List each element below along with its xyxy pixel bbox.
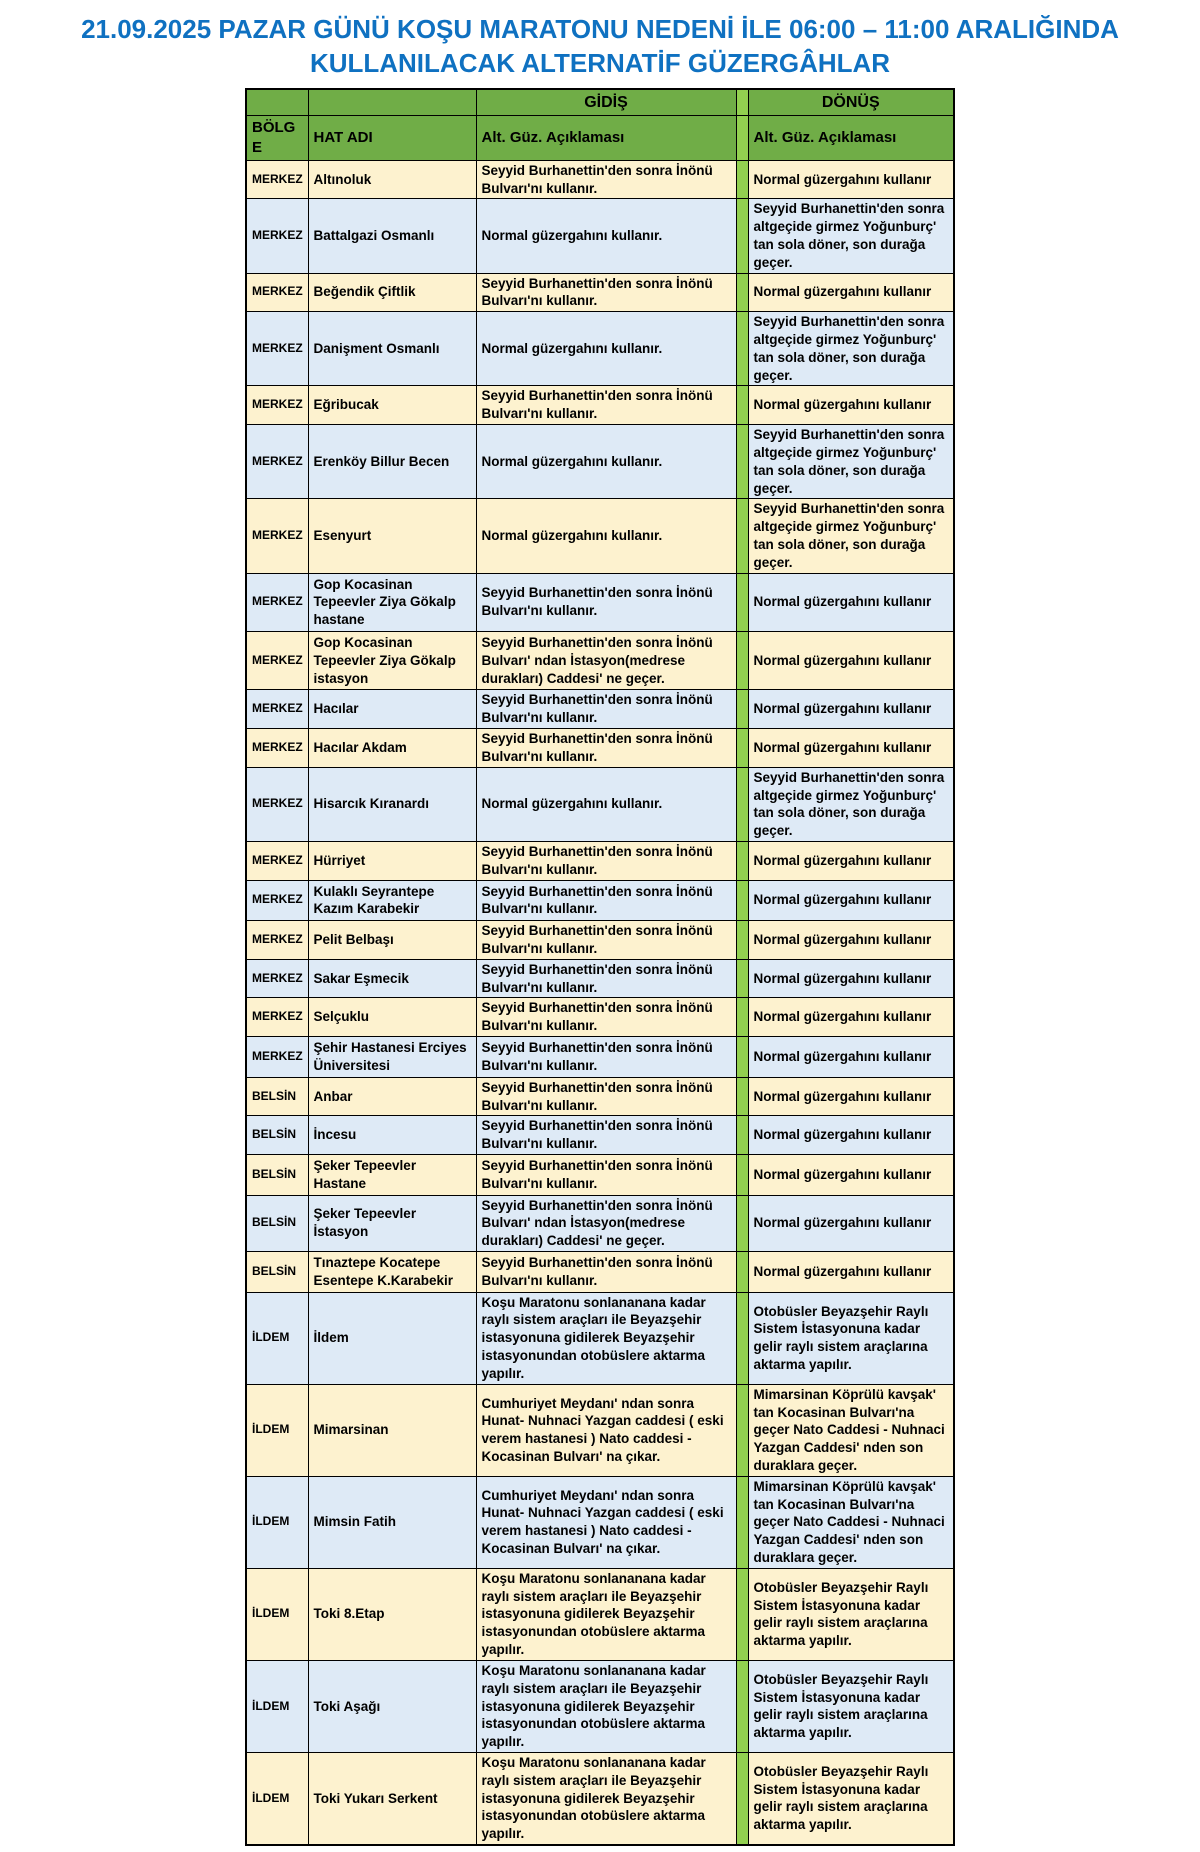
table-row xyxy=(246,573,954,631)
gidis-aciklama-cell: Seyyid Burhanettin'den sonra İnönü Bulvarı'nı kullanır. xyxy=(476,921,736,960)
hat-adi-cell: Kulaklı Seyrantepe Kazım Karabekir xyxy=(308,880,476,921)
column-separator xyxy=(736,841,748,880)
column-header-bolge: BÖLGE xyxy=(246,116,308,161)
donus-aciklama-cell: Otobüsler Beyazşehir Raylı Sistem İstasyonuna kadar gelir raylı sistem araçlarına aktarma yapılır. xyxy=(748,1568,954,1660)
alternative-routes-table xyxy=(245,88,955,1846)
gidis-aciklama-cell: Seyyid Burhanettin'den sonra İnönü Bulvarı'nı kullanır. xyxy=(476,1077,736,1116)
bolge-cell: İLDEM xyxy=(246,1660,308,1752)
column-separator xyxy=(736,273,748,312)
gidis-aciklama-cell: Seyyid Burhanettin'den sonra İnönü Bulvarı'nı kullanır. xyxy=(476,1252,736,1293)
column-separator xyxy=(736,89,748,116)
column-separator xyxy=(736,1568,748,1660)
page-title xyxy=(0,12,1200,80)
hat-adi-cell: Şeker Tepeevler Hastane xyxy=(308,1154,476,1195)
hat-adi-cell: Pelit Belbaşı xyxy=(308,921,476,960)
table-row xyxy=(246,1116,954,1155)
gidis-aciklama-cell: Normal güzergahını kullanır. xyxy=(476,767,736,841)
bolge-cell: MERKEZ xyxy=(246,767,308,841)
hat-adi-cell: Tınaztepe Kocatepe Esentepe K.Karabekir xyxy=(308,1252,476,1293)
bolge-cell: BELSİN xyxy=(246,1077,308,1116)
hat-adi-cell: Sakar Eşmecik xyxy=(308,959,476,998)
column-separator xyxy=(736,160,748,199)
table-row xyxy=(246,1660,954,1752)
hat-adi-cell: Hisarcık Kıranardı xyxy=(308,767,476,841)
gidis-aciklama-cell: Cumhuriyet Meydanı' ndan sonra Hunat- Nuhnaci Yazgan caddesi ( eski verem hastanesi ) Nato caddesi - Kocasinan Bulvarı' na çıkar. xyxy=(476,1476,736,1568)
bolge-cell: İLDEM xyxy=(246,1568,308,1660)
table-row xyxy=(246,1077,954,1116)
bolge-cell: MERKEZ xyxy=(246,729,308,768)
column-separator xyxy=(736,959,748,998)
gidis-aciklama-cell: Seyyid Burhanettin'den sonra İnönü Bulvarı' ndan İstasyon(medrese durakları) Caddesi' ne geçer. xyxy=(476,632,736,690)
table-row xyxy=(246,632,954,690)
bolge-cell: İLDEM xyxy=(246,1752,308,1845)
page-title-line2: KULLANILACAK ALTERNATİF GÜZERGÂHLAR xyxy=(309,48,891,78)
bolge-cell: İLDEM xyxy=(246,1384,308,1476)
donus-aciklama-cell: Seyyid Burhanettin'den sonra altgeçide girmez Yoğunburç' tan sola döner, son durağa geçer. xyxy=(748,499,954,573)
gidis-aciklama-cell: Cumhuriyet Meydanı' ndan sonra Hunat- Nuhnaci Yazgan caddesi ( eski verem hastanesi ) Nato caddesi - Kocasinan Bulvarı' na çıkar. xyxy=(476,1384,736,1476)
bolge-cell: BELSİN xyxy=(246,1252,308,1293)
hat-adi-cell: Eğribucak xyxy=(308,386,476,425)
table-row xyxy=(246,499,954,573)
bolge-cell: MERKEZ xyxy=(246,273,308,312)
donus-aciklama-cell: Normal güzergahını kullanır xyxy=(748,690,954,729)
table-row xyxy=(246,880,954,921)
column-separator xyxy=(736,312,748,386)
table-row xyxy=(246,1037,954,1078)
hat-adi-cell: Toki 8.Etap xyxy=(308,1568,476,1660)
hat-adi-cell: Battalgazi Osmanlı xyxy=(308,199,476,273)
donus-aciklama-cell: Normal güzergahını kullanır xyxy=(748,921,954,960)
gidis-aciklama-cell: Seyyid Burhanettin'den sonra İnönü Bulvarı'nı kullanır. xyxy=(476,160,736,199)
hat-adi-cell: Selçuklu xyxy=(308,998,476,1037)
gidis-aciklama-cell: Normal güzergahını kullanır. xyxy=(476,425,736,499)
table-row xyxy=(246,425,954,499)
bolge-cell: MERKEZ xyxy=(246,573,308,631)
hat-adi-cell: Toki Aşağı xyxy=(308,1660,476,1752)
donus-aciklama-cell: Seyyid Burhanettin'den sonra altgeçide girmez Yoğunburç' tan sola döner, son durağa geçer. xyxy=(748,425,954,499)
group-header-row xyxy=(246,89,954,116)
gidis-aciklama-cell: Normal güzergahını kullanır. xyxy=(476,312,736,386)
hat-adi-cell: Gop Kocasinan Tepeevler Ziya Gökalp hastane xyxy=(308,573,476,631)
donus-aciklama-cell: Seyyid Burhanettin'den sonra altgeçide girmez Yoğunburç' tan sola döner, son durağa geçer. xyxy=(748,767,954,841)
column-header-donus-aciklama: Alt. Güz. Açıklaması xyxy=(748,116,954,161)
donus-aciklama-cell: Normal güzergahını kullanır xyxy=(748,573,954,631)
column-separator xyxy=(736,880,748,921)
hat-adi-cell: Gop Kocasinan Tepeevler Ziya Gökalp istasyon xyxy=(308,632,476,690)
bolge-cell: MERKEZ xyxy=(246,841,308,880)
gidis-aciklama-cell: Seyyid Burhanettin'den sonra İnönü Bulvarı'nı kullanır. xyxy=(476,386,736,425)
column-separator xyxy=(736,499,748,573)
table-row xyxy=(246,998,954,1037)
table-row xyxy=(246,921,954,960)
hat-adi-cell: Anbar xyxy=(308,1077,476,1116)
donus-aciklama-cell: Otobüsler Beyazşehir Raylı Sistem İstasyonuna kadar gelir raylı sistem araçlarına aktarma yapılır. xyxy=(748,1660,954,1752)
donus-aciklama-cell: Mimarsinan Köprülü kavşak' tan Kocasinan Bulvarı'na geçer Nato Caddesi - Nuhnaci Yazgan Caddesi' nden son duraklara geçer. xyxy=(748,1384,954,1476)
hat-adi-cell: Mimsin Fatih xyxy=(308,1476,476,1568)
gidis-aciklama-cell: Seyyid Burhanettin'den sonra İnönü Bulvarı'nı kullanır. xyxy=(476,1154,736,1195)
donus-aciklama-cell: Normal güzergahını kullanır xyxy=(748,1195,954,1251)
column-separator xyxy=(736,1037,748,1078)
donus-aciklama-cell: Normal güzergahını kullanır xyxy=(748,386,954,425)
bolge-cell: BELSİN xyxy=(246,1116,308,1155)
column-header-row xyxy=(246,116,954,161)
hat-adi-cell: Altınoluk xyxy=(308,160,476,199)
bolge-cell: MERKEZ xyxy=(246,199,308,273)
column-separator xyxy=(736,573,748,631)
donus-aciklama-cell: Normal güzergahını kullanır xyxy=(748,1252,954,1293)
table-row xyxy=(246,959,954,998)
hat-adi-cell: Esenyurt xyxy=(308,499,476,573)
gidis-aciklama-cell: Seyyid Burhanettin'den sonra İnönü Bulvarı'nı kullanır. xyxy=(476,959,736,998)
donus-aciklama-cell: Seyyid Burhanettin'den sonra altgeçide girmez Yoğunburç' tan sola döner, son durağa geçer. xyxy=(748,312,954,386)
donus-aciklama-cell: Mimarsinan Köprülü kavşak' tan Kocasinan Bulvarı'na geçer Nato Caddesi - Nuhnaci Yazgan Caddesi' nden son duraklara geçer. xyxy=(748,1476,954,1568)
column-separator xyxy=(736,690,748,729)
group-header-empty-bolge xyxy=(246,89,308,116)
column-separator xyxy=(736,921,748,960)
bolge-cell: MERKEZ xyxy=(246,998,308,1037)
table-row xyxy=(246,1752,954,1845)
table-row xyxy=(246,1195,954,1251)
gidis-aciklama-cell: Seyyid Burhanettin'den sonra İnönü Bulvarı'nı kullanır. xyxy=(476,573,736,631)
table-row xyxy=(246,729,954,768)
donus-aciklama-cell: Normal güzergahını kullanır xyxy=(748,729,954,768)
hat-adi-cell: Hacılar Akdam xyxy=(308,729,476,768)
table-row xyxy=(246,841,954,880)
table-row xyxy=(246,160,954,199)
table-row xyxy=(246,690,954,729)
column-header-hat-adi: HAT ADI xyxy=(308,116,476,161)
gidis-aciklama-cell: Seyyid Burhanettin'den sonra İnönü Bulvarı'nı kullanır. xyxy=(476,1116,736,1155)
table-row xyxy=(246,386,954,425)
bolge-cell: MERKEZ xyxy=(246,499,308,573)
bolge-cell: MERKEZ xyxy=(246,312,308,386)
gidis-aciklama-cell: Koşu Maratonu sonlananana kadar raylı sistem araçları ile Beyazşehir istasyonuna gidilerek Beyazşehir istasyonundan otobüslere aktarma yapılır. xyxy=(476,1660,736,1752)
gidis-aciklama-cell: Seyyid Burhanettin'den sonra İnönü Bulvarı'nı kullanır. xyxy=(476,729,736,768)
column-separator xyxy=(736,1195,748,1251)
gidis-aciklama-cell: Normal güzergahını kullanır. xyxy=(476,499,736,573)
hat-adi-cell: Şehir Hastanesi Erciyes Üniversitesi xyxy=(308,1037,476,1078)
group-header-donus: DÖNÜŞ xyxy=(748,89,954,116)
gidis-aciklama-cell: Seyyid Burhanettin'den sonra İnönü Bulvarı'nı kullanır. xyxy=(476,841,736,880)
bolge-cell: MERKEZ xyxy=(246,425,308,499)
table-row xyxy=(246,199,954,273)
gidis-aciklama-cell: Seyyid Burhanettin'den sonra İnönü Bulvarı'nı kullanır. xyxy=(476,998,736,1037)
gidis-aciklama-cell: Koşu Maratonu sonlananana kadar raylı sistem araçları ile Beyazşehir istasyonuna gidilerek Beyazşehir istasyonundan otobüslere aktarma yapılır. xyxy=(476,1292,736,1384)
column-separator xyxy=(736,199,748,273)
table-row xyxy=(246,1384,954,1476)
gidis-aciklama-cell: Seyyid Burhanettin'den sonra İnönü Bulvarı'nı kullanır. xyxy=(476,880,736,921)
column-separator xyxy=(736,998,748,1037)
column-separator xyxy=(736,767,748,841)
table-row xyxy=(246,1154,954,1195)
table-row xyxy=(246,312,954,386)
bolge-cell: BELSİN xyxy=(246,1154,308,1195)
column-separator xyxy=(736,729,748,768)
donus-aciklama-cell: Normal güzergahını kullanır xyxy=(748,841,954,880)
table-row xyxy=(246,1292,954,1384)
donus-aciklama-cell: Normal güzergahını kullanır xyxy=(748,998,954,1037)
bolge-cell: BELSİN xyxy=(246,1195,308,1251)
table-row xyxy=(246,1568,954,1660)
column-separator xyxy=(736,116,748,161)
bolge-cell: MERKEZ xyxy=(246,632,308,690)
column-separator xyxy=(736,1116,748,1155)
donus-aciklama-cell: Normal güzergahını kullanır xyxy=(748,1077,954,1116)
donus-aciklama-cell: Seyyid Burhanettin'den sonra altgeçide girmez Yoğunburç' tan sola döner, son durağa geçer. xyxy=(748,199,954,273)
donus-aciklama-cell: Normal güzergahını kullanır xyxy=(748,1154,954,1195)
table-row xyxy=(246,273,954,312)
donus-aciklama-cell: Normal güzergahını kullanır xyxy=(748,1116,954,1155)
hat-adi-cell: Hürriyet xyxy=(308,841,476,880)
hat-adi-cell: Hacılar xyxy=(308,690,476,729)
hat-adi-cell: Şeker Tepeevler İstasyon xyxy=(308,1195,476,1251)
donus-aciklama-cell: Normal güzergahını kullanır xyxy=(748,160,954,199)
gidis-aciklama-cell: Seyyid Burhanettin'den sonra İnönü Bulvarı' ndan İstasyon(medrese durakları) Caddesi' ne geçer. xyxy=(476,1195,736,1251)
donus-aciklama-cell: Normal güzergahını kullanır xyxy=(748,880,954,921)
donus-aciklama-cell: Otobüsler Beyazşehir Raylı Sistem İstasyonuna kadar gelir raylı sistem araçlarına aktarma yapılır. xyxy=(748,1292,954,1384)
bolge-cell: MERKEZ xyxy=(246,959,308,998)
gidis-aciklama-cell: Koşu Maratonu sonlananana kadar raylı sistem araçları ile Beyazşehir istasyonuna gidilerek Beyazşehir istasyonundan otobüslere aktarma yapılır. xyxy=(476,1568,736,1660)
gidis-aciklama-cell: Normal güzergahını kullanır. xyxy=(476,199,736,273)
table-row xyxy=(246,767,954,841)
bolge-cell: MERKEZ xyxy=(246,880,308,921)
hat-adi-cell: İncesu xyxy=(308,1116,476,1155)
bolge-cell: MERKEZ xyxy=(246,921,308,960)
bolge-cell: MERKEZ xyxy=(246,160,308,199)
table-row xyxy=(246,1252,954,1293)
donus-aciklama-cell: Otobüsler Beyazşehir Raylı Sistem İstasyonuna kadar gelir raylı sistem araçlarına aktarma yapılır. xyxy=(748,1752,954,1845)
column-separator xyxy=(736,1077,748,1116)
gidis-aciklama-cell: Seyyid Burhanettin'den sonra İnönü Bulvarı'nı kullanır. xyxy=(476,1037,736,1078)
hat-adi-cell: Beğendik Çiftlik xyxy=(308,273,476,312)
gidis-aciklama-cell: Seyyid Burhanettin'den sonra İnönü Bulvarı'nı kullanır. xyxy=(476,273,736,312)
column-separator xyxy=(736,1154,748,1195)
table-row xyxy=(246,1476,954,1568)
donus-aciklama-cell: Normal güzergahını kullanır xyxy=(748,632,954,690)
column-separator xyxy=(736,386,748,425)
column-separator xyxy=(736,425,748,499)
hat-adi-cell: Danişment Osmanlı xyxy=(308,312,476,386)
bolge-cell: MERKEZ xyxy=(246,1037,308,1078)
donus-aciklama-cell: Normal güzergahını kullanır xyxy=(748,273,954,312)
bolge-cell: İLDEM xyxy=(246,1476,308,1568)
page-title-line1: 21.09.2025 PAZAR GÜNÜ KOŞU MARATONU NEDENİ İLE 06:00 – 11:00 ARALIĞINDA xyxy=(81,14,1119,44)
donus-aciklama-cell: Normal güzergahını kullanır xyxy=(748,959,954,998)
group-header-gidis: GİDİŞ xyxy=(476,89,736,116)
bolge-cell: MERKEZ xyxy=(246,690,308,729)
group-header-empty-hat-adi xyxy=(308,89,476,116)
bolge-cell: MERKEZ xyxy=(246,386,308,425)
table-body xyxy=(246,160,954,1845)
column-separator xyxy=(736,1252,748,1293)
hat-adi-cell: İldem xyxy=(308,1292,476,1384)
column-separator xyxy=(736,1752,748,1845)
column-separator xyxy=(736,1384,748,1476)
hat-adi-cell: Erenköy Billur Becen xyxy=(308,425,476,499)
hat-adi-cell: Mimarsinan xyxy=(308,1384,476,1476)
column-separator xyxy=(736,1292,748,1384)
gidis-aciklama-cell: Koşu Maratonu sonlananana kadar raylı sistem araçları ile Beyazşehir istasyonuna gidilerek Beyazşehir istasyonundan otobüslere aktarma yapılır. xyxy=(476,1752,736,1845)
column-separator xyxy=(736,1660,748,1752)
column-header-gidis-aciklama: Alt. Güz. Açıklaması xyxy=(476,116,736,161)
hat-adi-cell: Toki Yukarı Serkent xyxy=(308,1752,476,1845)
donus-aciklama-cell: Normal güzergahını kullanır xyxy=(748,1037,954,1078)
column-separator xyxy=(736,1476,748,1568)
bolge-cell: İLDEM xyxy=(246,1292,308,1384)
column-separator xyxy=(736,632,748,690)
gidis-aciklama-cell: Seyyid Burhanettin'den sonra İnönü Bulvarı'nı kullanır. xyxy=(476,690,736,729)
